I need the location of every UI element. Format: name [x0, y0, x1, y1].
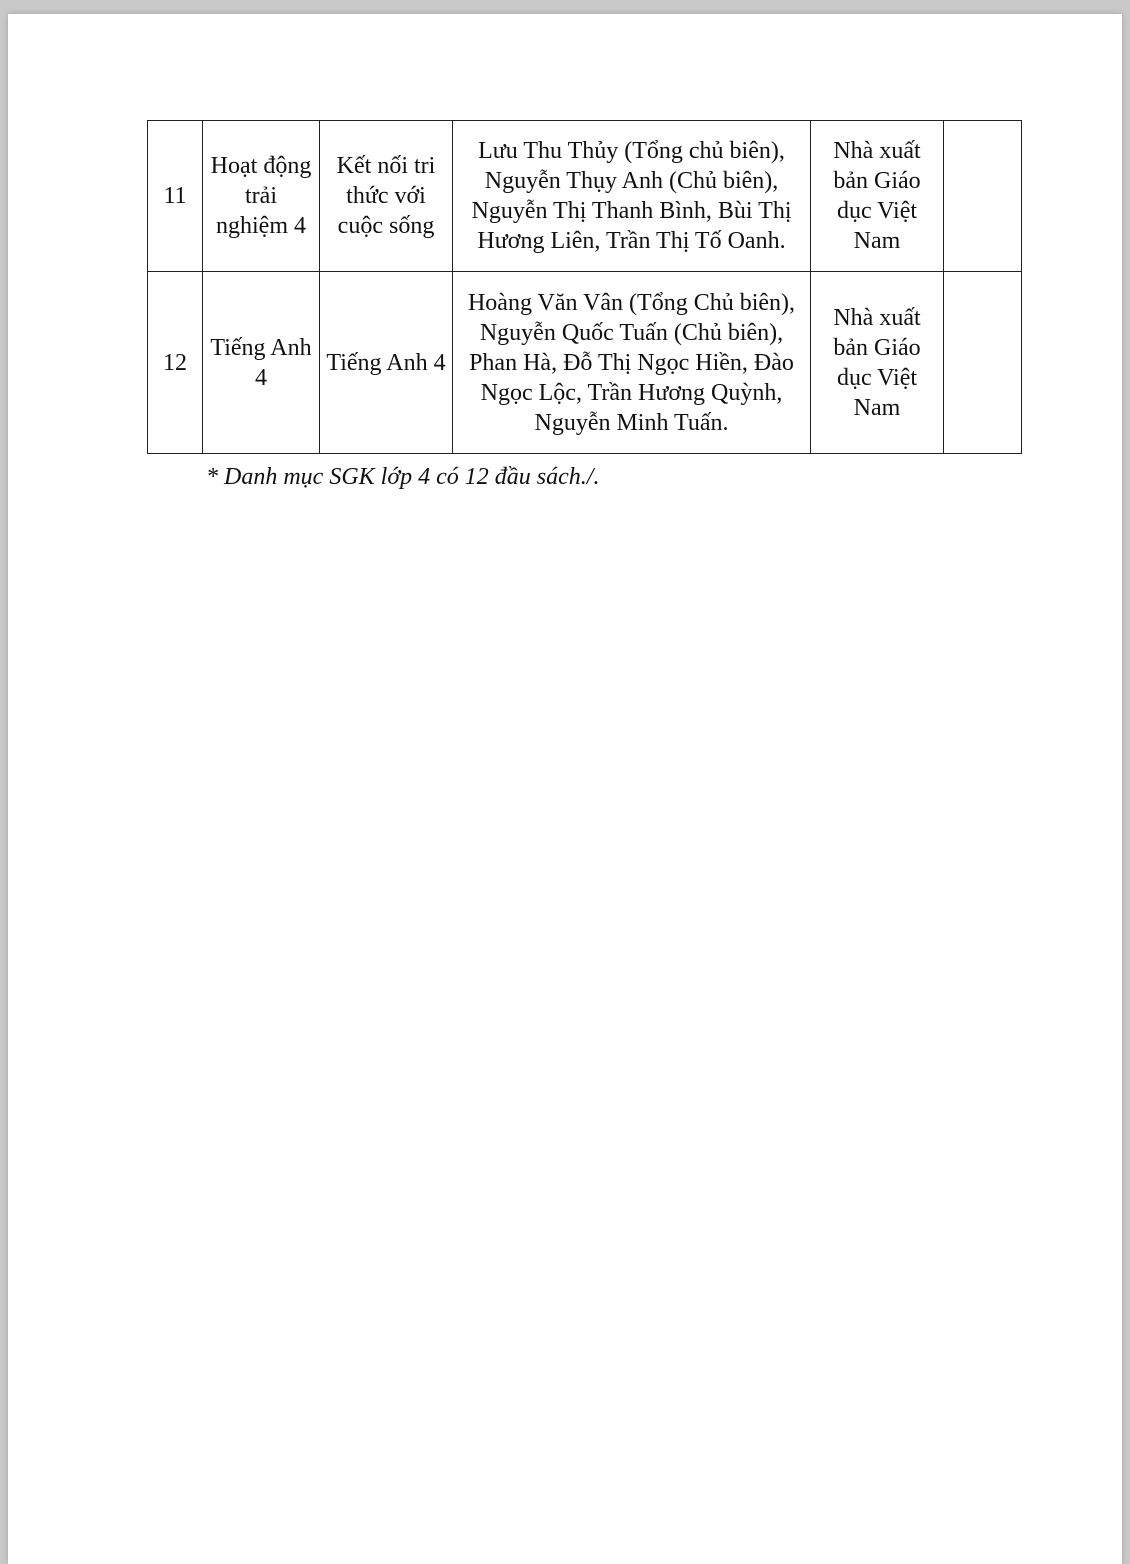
book-series: Tiếng Anh 4: [320, 272, 453, 454]
footnote: * Danh mục SGK lớp 4 có 12 đầu sách./.: [206, 464, 600, 490]
row-number: 11: [148, 121, 203, 272]
publisher: Nhà xuất bản Giáo dục Việt Nam: [811, 272, 944, 454]
extra-cell: [944, 121, 1022, 272]
authors: Lưu Thu Thủy (Tổng chủ biên), Nguyễn Thụy Anh (Chủ biên), Nguyễn Thị Thanh Bình, Bùi Thị Hương Liên, Trần Thị Tố Oanh.: [453, 121, 811, 272]
publisher: Nhà xuất bản Giáo dục Việt Nam: [811, 121, 944, 272]
subject-name: Hoạt động trải nghiệm 4: [203, 121, 320, 272]
table-row: [148, 121, 1022, 272]
book-series: Kết nối tri thức với cuộc sống: [320, 121, 453, 272]
extra-cell: [944, 272, 1022, 454]
textbook-table: [147, 120, 1022, 454]
table-row: [148, 272, 1022, 454]
subject-name: Tiếng Anh 4: [203, 272, 320, 454]
authors: Hoàng Văn Vân (Tổng Chủ biên), Nguyễn Quốc Tuấn (Chủ biên), Phan Hà, Đỗ Thị Ngọc Hiền, Đào Ngọc Lộc, Trần Hương Quỳnh, Nguyễn Minh Tuấn.: [453, 272, 811, 454]
document-page: [8, 14, 1122, 1564]
row-number: 12: [148, 272, 203, 454]
